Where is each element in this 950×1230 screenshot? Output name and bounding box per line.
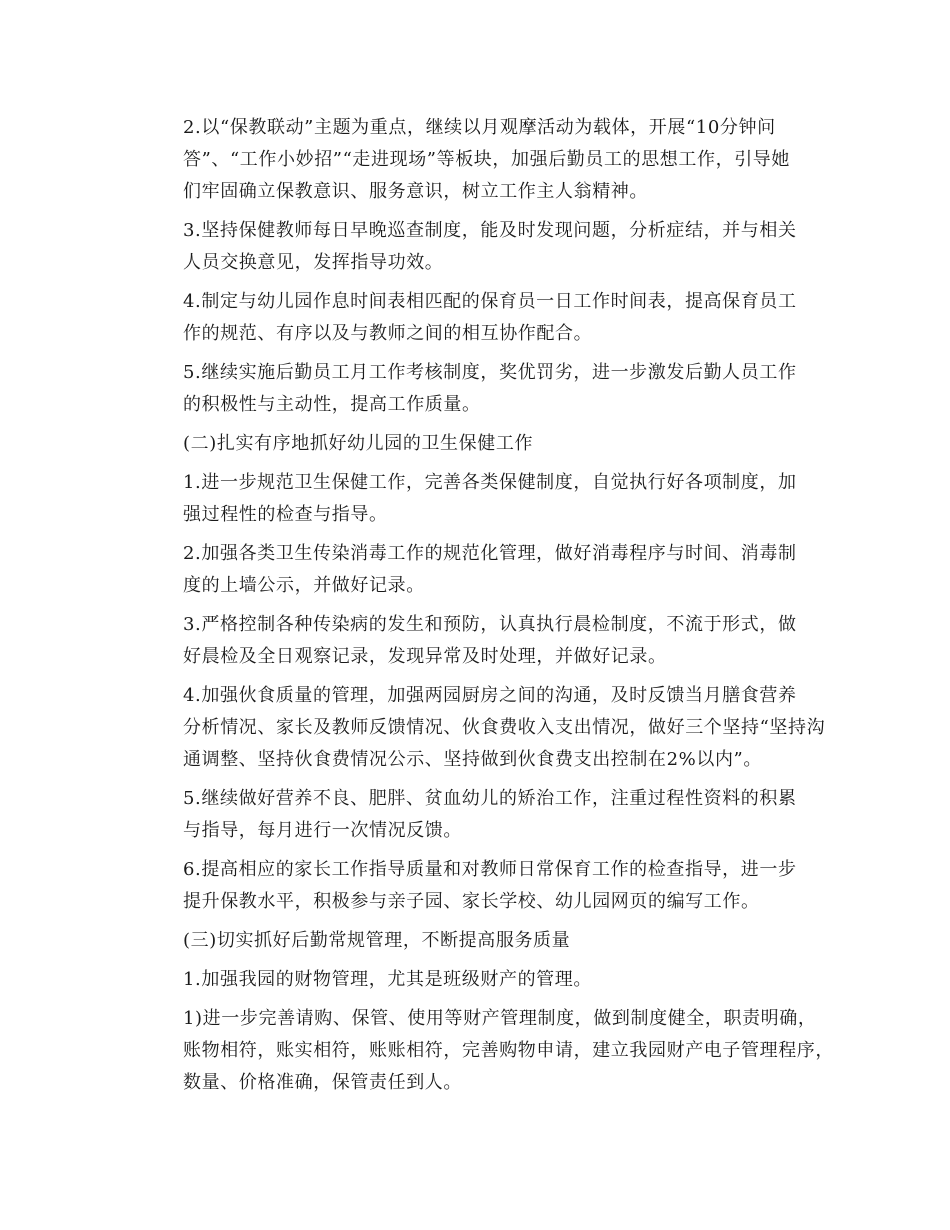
paragraph-p13 — [143, 964, 803, 996]
text-line: 度的上墙公示，并做好记录。 — [183, 575, 425, 596]
paragraph-p9 — [143, 680, 826, 776]
text-line: 6.提高相应的家长工作指导质量和对教师日常保育工作的检查指导，进一步 — [183, 859, 797, 880]
paragraph-p3 — [143, 286, 803, 350]
text-line: 数量、价格准确，保管责任到人。 — [183, 1072, 462, 1093]
text-line: 5.继续实施后勤员工月工作考核制度，奖优罚劣，进一步激发后勤人员工作 — [183, 362, 797, 383]
text-line: (三)切实抓好后勤常规管理，不断提高服务质量 — [183, 930, 571, 951]
text-line: 人员交换意见，发挥指导功效。 — [183, 252, 444, 273]
text-line: 们牢固确立保教意识、服务意识，树立工作主人翁精神。 — [183, 181, 648, 202]
text-line: 与指导，每月进行一次情况反馈。 — [183, 820, 462, 841]
paragraph-p5 — [143, 428, 803, 460]
paragraph-p10 — [143, 783, 803, 847]
paragraph-p7 — [143, 538, 803, 602]
text-line: 答”、“工作小妙招”“走进现场”等板块，加强后勤员工的思想工作，引导她 — [183, 149, 791, 170]
paragraph-p14 — [143, 1003, 834, 1099]
text-line: 提升保教水平，积极参与亲子园、家长学校、幼儿园网页的编写工作。 — [183, 891, 760, 912]
text-line: 4.加强伙食质量的管理，加强两园厨房之间的沟通，及时反馈当月膳食营养 — [183, 685, 797, 706]
text-line: 的积极性与主动性，提高工作质量。 — [183, 394, 481, 415]
paragraph-p1 — [143, 112, 803, 208]
text-line: 通调整、坚持伙食费情况公示、坚持做到伙食费支出控制在2%以内”。 — [183, 749, 762, 770]
text-line: 3.坚持保健教师每日早晚巡查制度，能及时发现问题，分析症结，并与相关 — [183, 220, 797, 241]
paragraph-p12 — [143, 925, 803, 957]
paragraph-p11 — [143, 854, 803, 918]
text-line: 作的规范、有序以及与教师之间的相互协作配合。 — [183, 323, 593, 344]
text-line: 1.加强我园的财物管理，尤其是班级财产的管理。 — [183, 969, 592, 990]
paragraph-p8 — [143, 609, 803, 673]
text-line: 3.严格控制各种传染病的发生和预防，认真执行晨检制度，不流于形式，做 — [183, 614, 797, 635]
text-line: 2.以“保教联动”主题为重点，继续以月观摩活动为载体，开展“10分钟问 — [183, 117, 776, 138]
text-line: 好晨检及全日观察记录，发现异常及时处理，并做好记录。 — [183, 646, 667, 667]
text-line: 5.继续做好营养不良、肥胖、贫血幼儿的矫治工作，注重过程性资料的积累 — [183, 788, 797, 809]
paragraph-p2 — [143, 215, 803, 279]
document-body — [143, 112, 834, 1106]
text-line: 1.进一步规范卫生保健工作，完善各类保健制度，自觉执行好各项制度，加 — [183, 472, 797, 493]
paragraph-p6 — [143, 467, 803, 531]
text-line: (二)扎实有序地抓好幼儿园的卫生保健工作 — [183, 433, 534, 454]
text-line: 强过程性的检查与指导。 — [183, 504, 388, 525]
text-line: 4.制定与幼儿园作息时间表相匹配的保育员一日工作时间表，提高保育员工 — [183, 291, 797, 312]
text-line: 账物相符，账实相符，账账相符，完善购物申请，建立我园财产电子管理程序， — [183, 1040, 834, 1061]
paragraph-p4 — [143, 357, 803, 421]
text-line: 分析情况、家长及教师反馈情况、伙食费收入支出情况，做好三个坚持“坚持沟 — [183, 717, 826, 738]
text-line: 2.加强各类卫生传染消毒工作的规范化管理，做好消毒程序与时间、消毒制 — [183, 543, 797, 564]
text-line: 1)进一步完善请购、保管、使用等财产管理制度，做到制度健全，职责明确， — [183, 1008, 817, 1029]
